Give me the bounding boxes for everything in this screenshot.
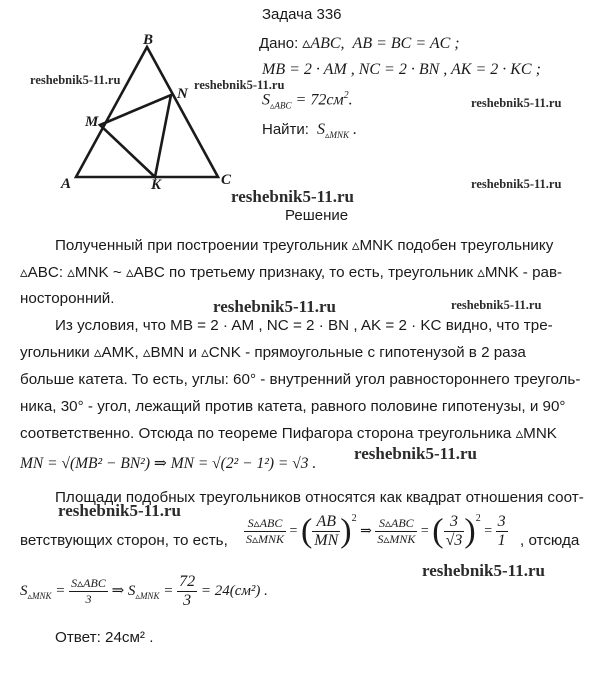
given-area-value: = 72см: [295, 91, 344, 109]
frac-ab: AB: [312, 513, 340, 532]
frac-mn: MN: [314, 532, 339, 549]
solution-p3-line2-suffix: , отсюда: [520, 532, 580, 549]
vertex-label-b: B: [143, 32, 154, 48]
watermark: reshebnik5-11.ru: [213, 297, 336, 316]
given-equal: AB = BC = AC ;: [352, 35, 460, 52]
res-frac-3b: 3: [183, 592, 192, 609]
watermark: reshebnik5-11.ru: [471, 177, 562, 191]
given-triangle: ABC: [310, 35, 341, 52]
watermark: reshebnik5-11.ru: [422, 561, 545, 580]
find-target: MNK: [329, 130, 350, 141]
solution-p2-formula: MN = √(MB² − BN²) ⇒ MN = √(2² − 1²) = √3 .: [20, 455, 317, 472]
solution-p1-line1: Полученный при построении треугольник ▵MNK подобен треугольнику: [55, 237, 554, 254]
frac-s-mnk: S▵MNK: [246, 532, 285, 546]
solution-p1-line2: ▵ABC: ▵MNK ~ ▵ABC по третьему признаку, то есть, треугольник ▵MNK - рав-: [20, 264, 563, 281]
solution-p3-line1: Площади подобных треугольников относятся как квадрат отношения соот-: [55, 489, 584, 506]
watermark: reshebnik5-11.ru: [471, 96, 562, 110]
watermark: reshebnik5-11.ru: [354, 444, 477, 463]
solution-p1-line3: носторонний.: [20, 290, 115, 307]
vertex-label-m: M: [85, 114, 99, 130]
given-ratios: MB = 2 · AM , NC = 2 · BN , AK = 2 · KC ;: [262, 61, 541, 78]
watermark: reshebnik5-11.ru: [30, 73, 121, 87]
triangle-abc: [76, 47, 218, 177]
find-line: Найти: $S_{▵MNK}$ .: [262, 121, 358, 141]
find-label: Найти:: [262, 121, 309, 138]
area-ratio-formula: $\frac{\text{S▵ABC}}{\text{S▵MNK}}$ = ( $\frac{AB}{MN}$ )$^2$ ⇒ $\frac{\text{S▵ABC}}{\text{S▵MNK}}$ = ( $\frac{3}{√3}$ )$^2$ = $\frac{3}{1}$: [246, 512, 506, 550]
given-line-1: Дано: ▵ABC, AB = BC = AC ;: [259, 35, 460, 52]
frac-s-abc: S▵ABC: [244, 516, 286, 532]
solution-p3-line2-prefix: ветствующих сторон, то есть,: [20, 532, 228, 549]
frac-sqrt3: √3: [445, 532, 463, 549]
res-frac-72: 72: [179, 573, 196, 590]
watermark: reshebnik5-11.ru: [231, 187, 354, 206]
watermark: reshebnik5-11.ru: [58, 501, 181, 520]
result-formula: $S_{▵MNK}$ = $\frac{\text{S▵ABC}}{3}$ ⇒ $S_{▵MNK}$ = $\frac{72}{3}$ = 24(см²) .: [20, 573, 268, 609]
solution-p2-line2: угольники ▵AMK, ▵BMN и ▵CNK - прямоугольные с гипотенузой в 2 раза: [20, 344, 526, 361]
frac-s-abc-2: S▵ABC: [375, 516, 417, 532]
solution-p2-line1: Из условия, что MB = 2 · AM , NC = 2 · BN , AK = 2 · KC видно, что тре-: [55, 317, 553, 334]
watermark: reshebnik5-11.ru: [194, 78, 285, 92]
watermark: reshebnik5-11.ru: [451, 298, 542, 312]
vertex-label-c: C: [221, 172, 232, 188]
vertex-label-n: N: [177, 86, 188, 102]
exp-2b: 2: [475, 513, 481, 524]
frac-3b: 3: [497, 513, 506, 530]
task-title: Задача 336: [262, 6, 342, 23]
vertex-label-a: A: [61, 176, 72, 192]
res-frac-3: 3: [85, 592, 92, 606]
given-area-exp: 2: [343, 90, 349, 101]
triangle-mnk: [100, 95, 171, 177]
solution-p2-line5: соответственно. Отсюда по теореме Пифагора сторона треугольника ▵MNK: [20, 425, 557, 442]
frac-s-mnk-2: S▵MNK: [377, 532, 416, 546]
given-area: $S_{▵ABC} = 72см^2$.: [262, 90, 353, 111]
frac-3: 3: [444, 513, 465, 532]
vertex-label-k: K: [151, 177, 162, 193]
solution-p2-line4: ника, 30° - угол, лежащий против катета, равного половине гипотенузы, и 90°: [20, 398, 566, 415]
solution-heading: Решение: [285, 207, 349, 224]
res-final: = 24(см²) .: [200, 582, 268, 599]
answer: Ответ: 24см² .: [55, 629, 154, 646]
exp-2: 2: [351, 513, 357, 524]
frac-1: 1: [497, 532, 506, 549]
given-label: Дано:: [259, 35, 299, 52]
solution-p2-line3: больше катета. То есть, углы: 60° - внутренний угол равностороннего треуголь-: [20, 371, 581, 388]
res-frac-s-abc: S▵ABC: [71, 576, 106, 590]
